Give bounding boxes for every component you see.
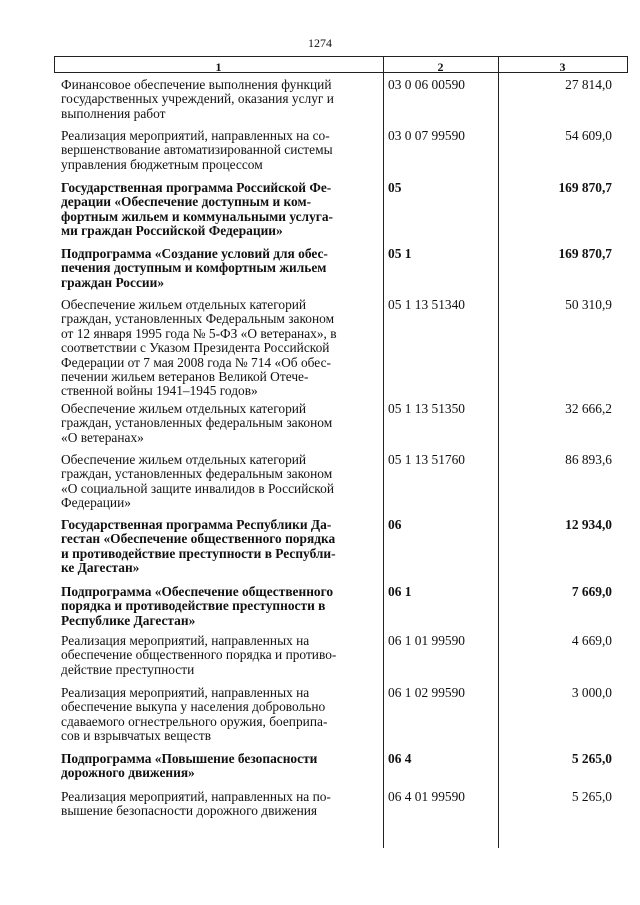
row-name: Реализация мероприятий, направленных на по- вышение безопасности дорожного движения xyxy=(61,789,331,819)
row-code: 05 1 13 51350 xyxy=(388,401,465,416)
row-amount: 12 934,0 xyxy=(565,517,612,532)
row-amount: 32 666,2 xyxy=(565,401,612,416)
row-code: 06 xyxy=(388,517,402,532)
row-name: Реализация мероприятий, направленных на обеспечение выкупа у населения добровольно сдаваемого огнестрельного оружия, боеприпа- сов и взрывчатых веществ xyxy=(61,685,328,744)
column-header-3: 3 xyxy=(559,60,566,74)
row-amount: 54 609,0 xyxy=(565,128,612,143)
row-amount: 169 870,7 xyxy=(558,246,612,261)
row-code: 06 1 xyxy=(388,584,412,599)
row-amount: 7 669,0 xyxy=(571,584,612,599)
row-code: 06 1 02 99590 xyxy=(388,685,465,700)
row-amount: 4 669,0 xyxy=(571,633,612,648)
row-code: 03 0 07 99590 xyxy=(388,128,465,143)
row-code: 06 1 01 99590 xyxy=(388,633,465,648)
row-amount: 50 310,9 xyxy=(565,297,612,312)
row-name: Обеспечение жильем отдельных категорий граждан, установленных Федеральным законом от 12 января 1995 года № 5-ФЗ «О ветеранах», в соответствии с Указом Президента Российской Федерации от 7 мая 2008 года № 714 «Об обес- печении жильем ветеранов Великой Отече- ственной войны 1941–1945 годов» xyxy=(61,297,337,399)
row-name: Финансовое обеспечение выполнения функций государственных учреждений, оказания услуг и выполнения работ xyxy=(61,77,334,121)
row-amount: 27 814,0 xyxy=(565,77,612,92)
column-header-1: 1 xyxy=(215,60,222,74)
row-name: Подпрограмма «Обеспечение общественного порядка и противодействие преступности в Республике Дагестан» xyxy=(61,584,334,628)
row-name: Обеспечение жильем отдельных категорий граждан, установленных федеральным законом «О ветеранах» xyxy=(61,401,333,445)
row-amount: 169 870,7 xyxy=(558,180,612,195)
column-header-2: 2 xyxy=(437,60,444,74)
column-divider-2 xyxy=(498,56,499,848)
row-name: Реализация мероприятий, направленных на обеспечение общественного порядка и противо- действие преступности xyxy=(61,633,337,677)
table-top-border xyxy=(54,56,628,57)
table-right-border xyxy=(627,56,628,73)
row-code: 03 0 06 00590 xyxy=(388,77,465,92)
row-amount: 3 000,0 xyxy=(571,685,612,700)
row-amount: 86 893,6 xyxy=(565,452,612,467)
row-code: 06 4 xyxy=(388,751,412,766)
row-name: Реализация мероприятий, направленных на со- вершенствование автоматизированной системы управления бюджетным процессом xyxy=(61,128,333,172)
row-amount: 5 265,0 xyxy=(571,751,612,766)
row-name: Государственная программа Республики Да- гестан «Обеспечение общественного порядка и противодействие преступности в Республи- ке Дагестан» xyxy=(61,517,336,576)
page-number: 1274 xyxy=(308,36,332,50)
row-code: 05 1 13 51340 xyxy=(388,297,465,312)
column-divider-1 xyxy=(383,56,384,848)
row-code: 05 xyxy=(388,180,402,195)
row-amount: 5 265,0 xyxy=(571,789,612,804)
row-name: Государственная программа Российской Фе- дерации «Обеспечение доступным и ком- фортным жильем и коммунальными услуга- ми граждан Российской Федерации» xyxy=(61,180,334,239)
row-name: Подпрограмма «Создание условий для обес- печения доступным и комфортным жильем граждан России» xyxy=(61,246,328,290)
row-code: 06 4 01 99590 xyxy=(388,789,465,804)
row-code: 05 1 xyxy=(388,246,412,261)
row-name: Обеспечение жильем отдельных категорий граждан, установленных федеральным законом «О социальной защите инвалидов в Российской Федерации» xyxy=(61,452,334,511)
row-name: Подпрограмма «Повышение безопасности дорожного движения» xyxy=(61,751,318,781)
row-code: 05 1 13 51760 xyxy=(388,452,465,467)
